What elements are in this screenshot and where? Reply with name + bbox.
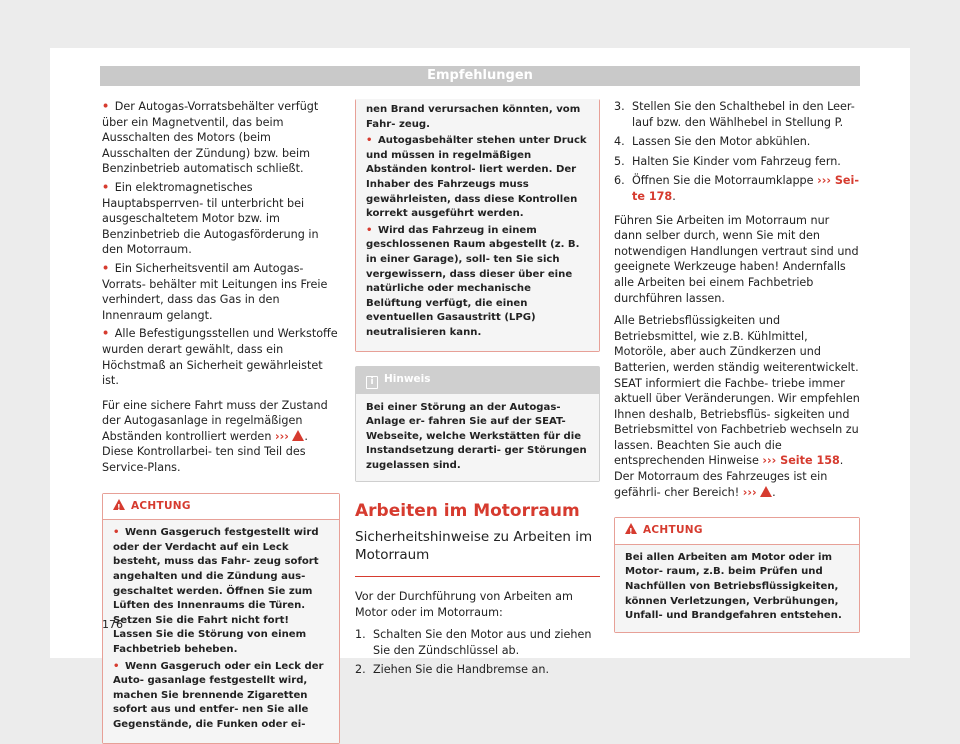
column-1 bbox=[102, 99, 340, 744]
warning-title: !ACHTUNG bbox=[615, 518, 859, 545]
warning-body bbox=[103, 520, 339, 742]
column-2 bbox=[355, 99, 600, 682]
bullet-icon: • bbox=[113, 660, 120, 672]
bullet-icon: • bbox=[366, 135, 373, 147]
warning-triangle-icon bbox=[113, 499, 125, 510]
bullet-icon: • bbox=[113, 527, 120, 539]
list-item: 3. Stellen Sie den Schalthebel in den Leer- lauf bzw. den Wählhebel in Stellung P. bbox=[614, 100, 855, 129]
info-icon: i bbox=[366, 376, 378, 389]
list-item: • Autogasbehälter stehen unter Druck und müssen in regelmäßigen Abständen kontrol- liert werden. Der Inhaber des Fahrzeugs muss gewährleisten, dass diese Kontrollen korrekt ausgeführt werden. bbox=[366, 135, 587, 220]
list-item: 1. Schalten Sie den Motor aus und ziehen Sie den Zündschlüssel ab. bbox=[355, 628, 592, 657]
list-item: 5. Halten Sie Kinder vom Fahrzeug fern. bbox=[614, 154, 841, 168]
warning-title: !ACHTUNG bbox=[103, 494, 339, 521]
warning-body: Bei allen Arbeiten am Motor oder im Motor- raum, z.B. beim Prüfen und Nachfüllen von Betriebsflüssigkeiten, können Verletzungen, Verbrühungen, Unfall- und Brandgefahren entstehen. bbox=[615, 545, 859, 632]
bullet-icon: • bbox=[366, 224, 373, 236]
list-item: • Wenn Gasgeruch oder ein Leck der Auto- gasanlage festgestellt wird, machen Sie brennende Zigaretten sofort aus und entfer- nen Sie alle Gegenstände, die Funken oder ei- bbox=[113, 660, 324, 730]
list-item: • Wird das Fahrzeug in einem geschlossenen Raum abgestellt (z. B. in einer Garage), soll- ten Sie sich vergewissern, dass dieser über eine natürliche oder mechanische Belüftung verfügt, die einen eventuellen Gasaustritt (LPG) neutralisieren kann. bbox=[366, 224, 580, 338]
subsection-title: Sicherheitshinweise zu Arbeiten im Motorraum bbox=[355, 529, 593, 564]
warning-triangle-icon bbox=[760, 486, 772, 497]
list-item: • Der Autogas-Vorratsbehälter verfügt über ein Magnetventil, das beim Ausschalten des Motors (beim Ausschalten der Zündung) bzw. beim Benzinbetrieb automatisch schließt. bbox=[102, 100, 319, 176]
bullet-icon: • bbox=[102, 261, 110, 275]
bullet-icon: • bbox=[102, 327, 110, 341]
hint-box bbox=[355, 366, 600, 483]
warning-box-continued bbox=[355, 99, 600, 352]
section-header: Empfehlungen bbox=[100, 66, 860, 86]
cross-ref-link[interactable]: ››› Sei- te 178 bbox=[632, 174, 859, 203]
column-3 bbox=[614, 99, 860, 633]
list-item: • Wenn Gasgeruch festgestellt wird oder der Verdacht auf ein Leck besteht, muss das Fahr- zeug sofort angehalten und die Zündung aus- geschaltet werden. Öffnen Sie zum Lüften des Innenraums die Türen. Setzen Sie die Fahrt nicht fort! Lassen Sie die Störung von einem Fachbetrieb beheben. bbox=[113, 527, 319, 655]
list-item: • Ein Sicherheitsventil am Autogas-Vorrats- behälter mit Leitungen ins Freie verhindert, dass das Gas in den Innenraum gelangt. bbox=[102, 261, 328, 322]
warning-body bbox=[356, 99, 599, 351]
warning-triangle-icon bbox=[292, 430, 304, 441]
subsection-rule bbox=[355, 528, 600, 577]
cross-ref-link[interactable]: ››› bbox=[742, 485, 757, 499]
cross-ref-link[interactable]: ››› bbox=[274, 429, 289, 443]
warning-box bbox=[614, 517, 860, 633]
hint-body: Bei einer Störung an der Autogas-Anlage er- fahren Sie auf der SEAT-Webseite, welche Werkstätten für die Instandsetzung derarti- ger Störungen zugelassen sind. bbox=[356, 394, 599, 482]
hint-title: i Hinweis bbox=[356, 367, 599, 394]
list-item: 6. Öffnen Sie die Motorraumklappe ››› Sei- te 178. bbox=[614, 174, 859, 203]
list-item: 4. Lassen Sie den Motor abkühlen. bbox=[614, 135, 811, 149]
list-item: 2. Ziehen Sie die Handbremse an. bbox=[355, 663, 550, 677]
section-title: Arbeiten im Motorraum bbox=[355, 501, 580, 522]
paragraph: Für eine sichere Fahrt muss der Zustand der Autogasanlage in regelmäßigen Abständen kontrolliert werden ››› . Diese Kontrollarbei- ten sind Teil des Service-Plans. bbox=[102, 398, 328, 475]
warning-triangle-icon bbox=[625, 523, 637, 534]
page-number: 176 bbox=[102, 618, 123, 631]
warning-intro: nen Brand verursachen könnten, vom Fahr- zeug. bbox=[366, 104, 581, 130]
paragraph: Alle Betriebsflüssigkeiten und Betriebsmittel, wie z.B. Kühlmittel, Motoröle, aber auch Zündkerzen und Batterien, werden ständig weiterentwickelt. SEAT informiert die Fachbe- triebe immer aktuell über Veränderungen. Wir empfehlen Ihnen deshalb, Betriebsflüs- sigkeiten und Betriebsmittel von Fachbetrieb wechseln zu lassen. Beachten Sie auch die entsprechenden Hinweise ››› Seite 158. Der Motorraum des Fahrzeuges ist ein gefährli- cher Bereich! ››› . bbox=[614, 314, 860, 499]
list-item: • Alle Befestigungsstellen und Werkstoffe wurden derart gewählt, dass ein Höchstmaß an Sicherheit gewährleistet ist. bbox=[102, 327, 338, 388]
cross-ref-link[interactable]: ››› Seite 158 bbox=[762, 454, 840, 468]
list-item: • Ein elektromagnetisches Hauptabsperrven- til unterbricht bei ausgeschaltetem Motor bzw. im Benzinbetrieb die Autogasförderung in den Motorraum. bbox=[102, 180, 319, 257]
paragraph: Vor der Durchführung von Arbeiten am Motor oder im Motorraum: bbox=[355, 590, 573, 619]
warning-box bbox=[102, 493, 340, 744]
paragraph: Führen Sie Arbeiten im Motorraum nur dann selber durch, wenn Sie mit den notwendigen Handlungen vertraut sind und geeignete Werkzeuge haben! Andernfalls alle Arbeiten bei einem Fachbetrieb durchführen lassen. bbox=[614, 213, 859, 305]
bullet-icon: • bbox=[102, 180, 110, 194]
bullet-icon: • bbox=[102, 100, 110, 113]
